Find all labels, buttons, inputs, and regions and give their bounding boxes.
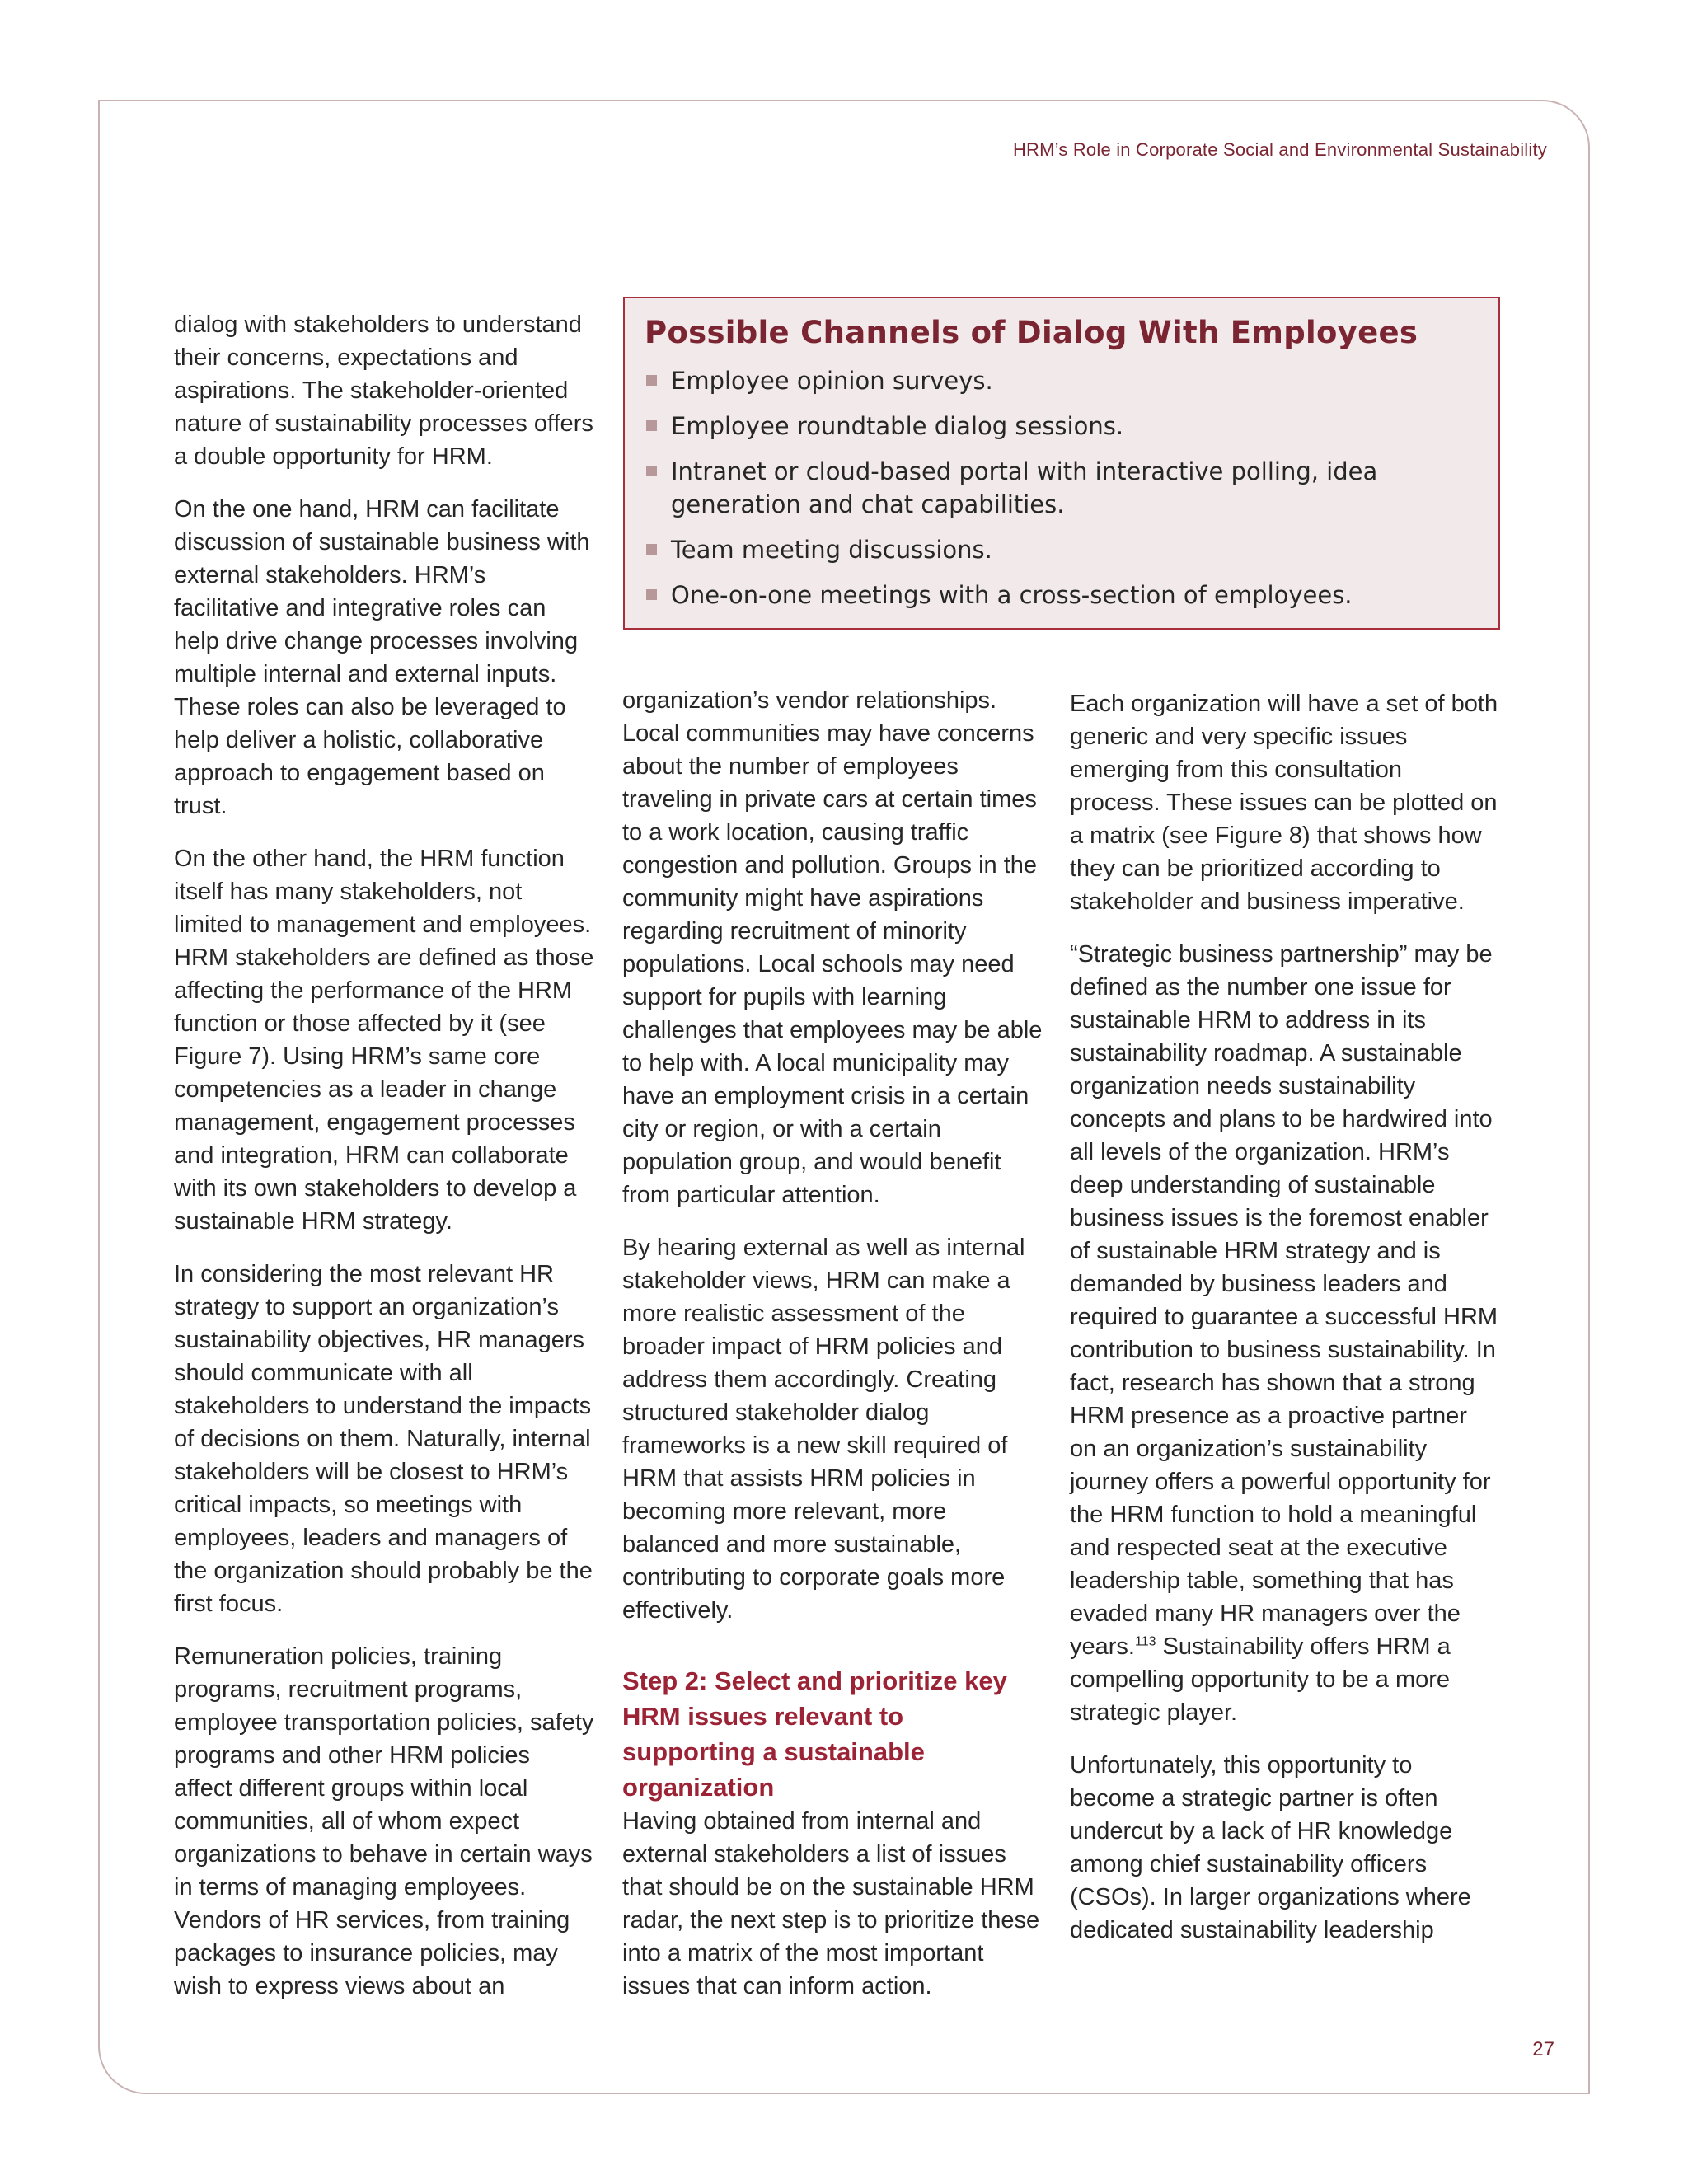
footnote-reference: 113 xyxy=(1134,1634,1156,1649)
dialog-channels-box xyxy=(623,297,1500,630)
square-bullet-icon xyxy=(646,589,657,600)
paragraph xyxy=(1070,938,1498,1729)
page-number: 27 xyxy=(1532,2038,1554,2060)
box-title: Possible Channels of Dialog With Employees xyxy=(645,315,1418,350)
paragraph: On the other hand, the HRM function itself has many stakeholders, not limited to management and employees. HRM stakeholders are defined as those affecting the performance of the HRM function or those affected by it (see Figure 7). Using HRM’s same core competencies as a leader in change management, engagement processes and integration, HRM can collaborate with its own stakeholders to develop a sustainable HRM strategy. xyxy=(174,846,594,1235)
paragraph: Remuneration policies, training programs, recruitment programs, employee transportation policies, safety programs and other HRM policies affect different groups within local communities, all of whom expect organizations to behave in certain ways in terms of managing employees. Vendors of HR services, from training packages to insurance policies, may wish to express views about an xyxy=(174,1643,594,1999)
paragraph-text: Sustainability offers HRM a compelling opportunity to be a more strategic player. xyxy=(1070,1633,1451,1726)
paragraph: On the one hand, HRM can facilitate discussion of sustainable business with external stakeholders. HRM’s facilitative and integrative roles can help drive change processes involving multiple internal and external inputs. These roles can also be leveraged to help deliver a holistic, collaborative approach to engagement based on trust. xyxy=(174,496,590,819)
list-item xyxy=(645,455,1479,521)
section-heading: Step 2: Select and prioritize key HRM issues relevant to supporting a sustainable organization xyxy=(622,1666,1007,1802)
list-item-text: Employee roundtable dialog sessions. xyxy=(671,412,1124,440)
paragraph: Each organization will have a set of both generic and very specific issues emerging from this consultation process. These issues can be plotted on a matrix (see Figure 8) that shows how they can be prioritized according to stakeholder and business imperative. xyxy=(1070,691,1498,915)
paragraph: In considering the most relevant HR strategy to support an organization’s sustainability objectives, HR managers should communicate with all stakeholders to understand the impacts of decisions on them. Naturally, internal stakeholders will be closest to HRM’s critical impacts, so meetings with employees, leaders and managers of the organization should probably be the first focus. xyxy=(174,1261,593,1617)
square-bullet-icon xyxy=(646,420,657,431)
list-item xyxy=(645,364,1479,397)
paragraph: By hearing external as well as internal stakeholder views, HRM can make a more realistic assessment of the broader impact of HRM policies and address them accordingly. Creating structured stakeholder dialog frameworks is a new skill required of HRM that assists HRM policies in becoming more relevant, more balanced and more sustainable, contributing to corporate goals more effectively. xyxy=(622,1235,1025,1624)
paragraph: Having obtained from internal and external stakeholders a list of issues that should be on the sustainable HRM radar, the next step is to prioritize these into a matrix of the most important issues that can inform action. xyxy=(622,1808,1040,1999)
list-item xyxy=(645,579,1479,612)
column-3 xyxy=(1070,687,1498,1966)
paragraph: Unfortunately, this opportunity to become a strategic partner is often undercut by a lack of HR knowledge among chief sustainability officers (CSOs). In larger organizations where dedicated sustainability leadership xyxy=(1070,1752,1471,1943)
square-bullet-icon xyxy=(646,466,657,476)
running-header: HRM’s Role in Corporate Social and Environmental Sustainability xyxy=(1012,139,1547,160)
paragraph: organization’s vendor relationships. Local communities may have concerns about the number of employees traveling in private cars at certain times to a work location, causing traffic congestion and pollution. Groups in the community might have aspirations regarding recruitment of minority populations. Local schools may need support for pupils with learning challenges that employees may be able to help with. A local municipality may have an employment crisis in a certain city or region, or with a certain population group, and would benefit from particular attention. xyxy=(622,687,1043,1208)
list-item-text: Intranet or cloud-based portal with interactive polling, idea generation and chat capabilities. xyxy=(671,457,1378,518)
column-1 xyxy=(174,308,594,2022)
paragraph: dialog with stakeholders to understand their concerns, expectations and aspirations. The stakeholder-oriented nature of sustainability processes offers a double opportunity for HRM. xyxy=(174,312,593,470)
list-item-text: Team meeting discussions. xyxy=(671,536,992,564)
list-item-text: One-on-one meetings with a cross-section of employees. xyxy=(671,581,1353,609)
list-item-text: Employee opinion surveys. xyxy=(671,367,993,395)
square-bullet-icon xyxy=(646,544,657,555)
square-bullet-icon xyxy=(646,375,657,386)
list-item xyxy=(645,533,1479,566)
column-2 xyxy=(622,684,1043,2022)
channels-list xyxy=(645,364,1479,612)
paragraph-text: “Strategic business partnership” may be defined as the number one issue for sustainable HRM to address in its sustainability roadmap. A sustainable organization needs sustainability concepts and plans to be hardwired into all levels of the organization. HRM’s deep understanding of sustainable business issues is the foremost enabler of sustainable HRM strategy and is demanded by business leaders and required to guarantee a successful HRM contribution to business sustainability. In fact, research has shown that a strong HRM presence as a proactive partner on an organization’s sustainability journey offers a powerful opportunity for the HRM function to hold a meaningful and respected seat at the executive leadership table, something that has evaded many HR managers over the years. xyxy=(1070,941,1498,1660)
list-item xyxy=(645,410,1479,443)
